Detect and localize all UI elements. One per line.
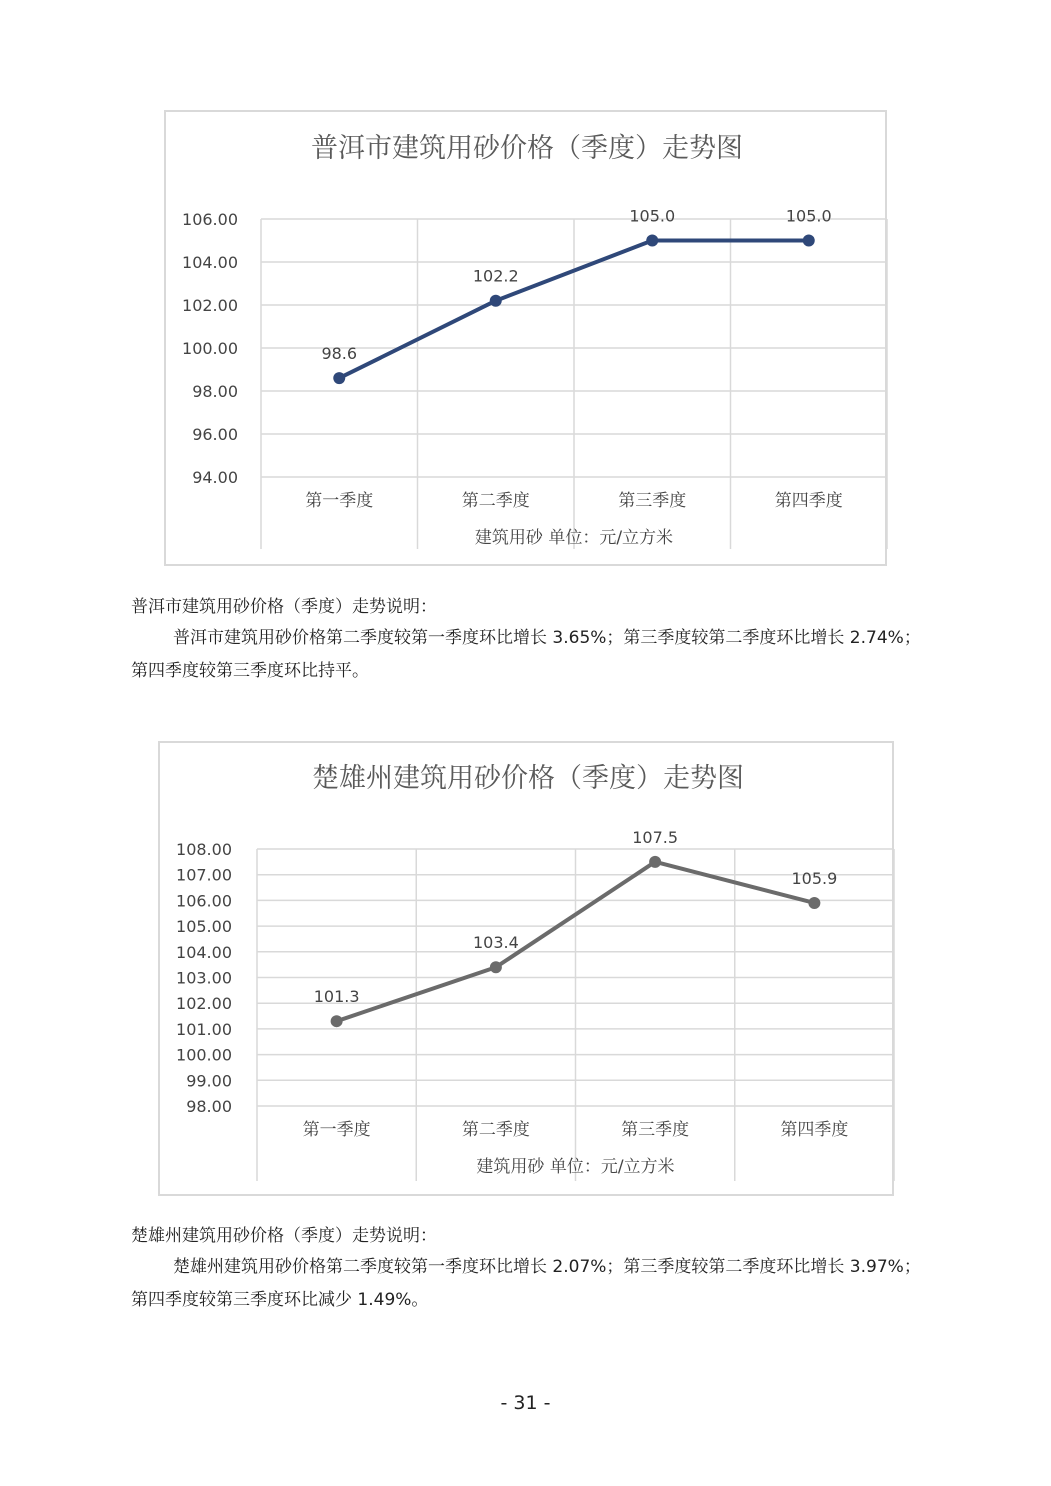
chart1-category-label: 第一季度 [305, 491, 374, 511]
chart2-y-tick-label: 100.00 [176, 1045, 232, 1065]
chart2-y-tick-label: 99.00 [186, 1071, 232, 1091]
page-number: - 31 - [500, 1392, 551, 1414]
chart1-data-label: 105.0 [785, 206, 832, 226]
chart1-title: 普洱市建筑用砂价格（季度）走势图 [311, 133, 743, 164]
chart2-category-label: 第二季度 [461, 1120, 530, 1140]
chart1-y-tick-label: 100.00 [182, 339, 238, 358]
chart1-data-point [646, 235, 658, 247]
chart-puer [164, 110, 887, 566]
chart1-y-tick-label: 102.00 [182, 296, 238, 315]
chart2-title: 楚雄州建筑用砂价格（季度）走势图 [312, 763, 744, 794]
chart2-y-tick-label: 103.00 [176, 968, 232, 988]
chart2-x-axis-title: 建筑用砂 单位：元/立方米 [476, 1157, 675, 1177]
section-heading-chuxiong: 楚雄州建筑用砂价格（季度）走势说明： [131, 1226, 437, 1246]
section-body-puer: 普洱市建筑用砂价格第二季度较第一季度环比增长 3.65%；第三季度较第二季度环比增长 2.74%；第四季度较第三季度环比持平。 [131, 628, 921, 681]
chart1-y-tick-label: 106.00 [182, 210, 238, 229]
chart1-y-tick-label: 104.00 [182, 253, 238, 272]
chart1-category-label: 第二季度 [461, 491, 530, 511]
chart1-category-label: 第四季度 [774, 491, 843, 511]
chart2-data-label: 101.3 [313, 987, 360, 1007]
chart1-x-axis-title: 建筑用砂 单位：元/立方米 [474, 528, 674, 548]
chart2-y-tick-label: 104.00 [176, 942, 232, 962]
chart2-data-point [490, 961, 502, 973]
chart2-y-tick-label: 98.00 [186, 1097, 232, 1116]
chart2-y-tick-label: 108.00 [176, 840, 232, 859]
chart1-y-tick-label: 94.00 [192, 468, 238, 487]
chart-chuxiong-svg [160, 743, 896, 1198]
chart1-data-point [490, 295, 502, 307]
chart2-data-label: 107.5 [632, 827, 679, 847]
chart2-category-label: 第一季度 [302, 1120, 371, 1140]
chart2-category-label: 第三季度 [621, 1120, 690, 1140]
chart2-y-tick-label: 101.00 [176, 1019, 232, 1039]
chart1-data-label: 102.2 [472, 266, 519, 286]
chart1-category-label: 第三季度 [618, 491, 687, 511]
chart1-data-point [333, 372, 345, 384]
chart1-data-point [803, 235, 815, 247]
chart2-data-label: 105.9 [791, 868, 838, 888]
chart2-data-label: 103.4 [472, 933, 519, 953]
chart2-data-point [649, 856, 661, 868]
section-heading-puer: 普洱市建筑用砂价格（季度）走势说明： [131, 597, 437, 617]
chart2-y-tick-label: 105.00 [176, 917, 232, 937]
chart1-y-tick-label: 96.00 [192, 425, 238, 444]
chart1-data-label: 98.6 [321, 344, 358, 364]
chart2-data-point [331, 1015, 343, 1027]
chart-chuxiong [158, 741, 894, 1196]
chart2-y-tick-label: 106.00 [176, 891, 232, 911]
chart2-data-point [808, 897, 820, 909]
section-body-chuxiong: 楚雄州建筑用砂价格第二季度较第一季度环比增长 2.07%；第三季度较第二季度环比增长 3.97%；第四季度较第三季度环比减少 1.49%。 [131, 1257, 921, 1310]
chart1-data-label: 105.0 [629, 206, 676, 226]
chart-puer-svg [166, 112, 889, 568]
chart2-y-tick-label: 107.00 [176, 865, 232, 885]
chart2-y-tick-label: 102.00 [176, 994, 232, 1014]
chart1-y-tick-label: 98.00 [192, 382, 238, 401]
chart2-category-label: 第四季度 [780, 1120, 849, 1140]
